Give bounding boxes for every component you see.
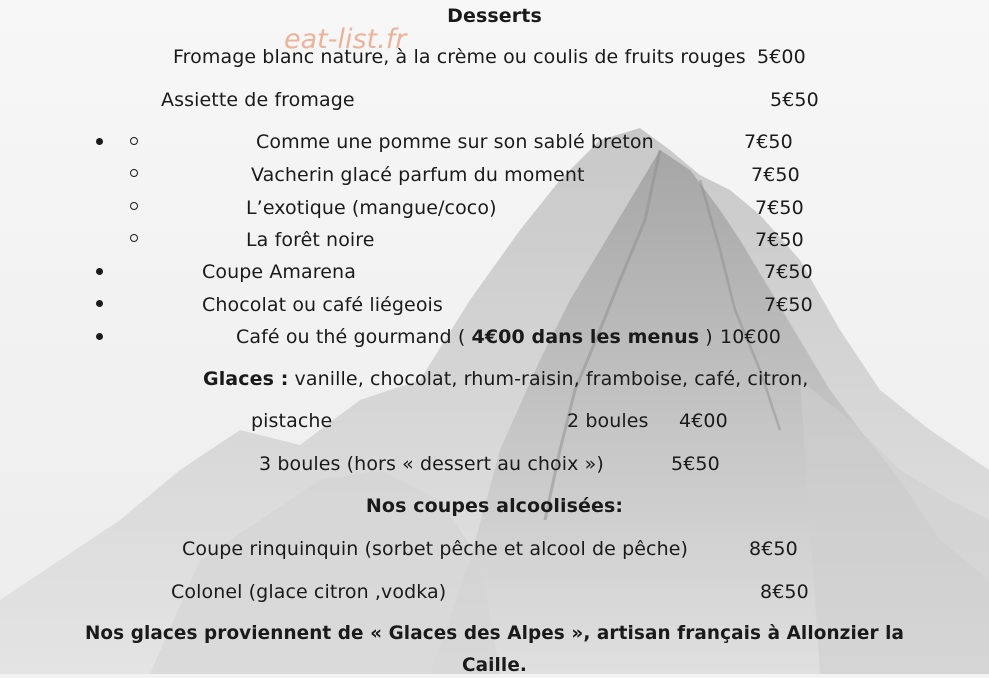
footer-line-1: Nos glaces proviennent de « Glaces des Alpes », artisan français à Allonzier la [84,623,905,644]
glaces-line-1 [203,367,808,391]
glaces-flavors-2: pistache [251,410,333,432]
glaces-label: Glaces : [203,368,289,390]
bullet-icon [96,300,103,307]
item-name-vacherin: Vacherin glacé parfum du moment [251,164,585,186]
item-price-exotique: 7€50 [755,197,804,219]
item-price-rinquinquin: 8€50 [749,538,798,560]
item-name-liegeois: Chocolat ou café liégeois [202,294,443,316]
item-price-gourmand: 10€00 [720,326,781,348]
glaces-three-scoops-label: 3 boules (hors « dessert au choix ») [259,453,604,475]
item-name-assiette: Assiette de fromage [161,89,355,111]
sub-bullet-icon [130,234,138,242]
item-price-assiette: 5€50 [770,89,819,111]
gourmand-close-paren: ) [705,326,713,348]
sub-bullet-icon [130,202,138,210]
item-name-fromage-blanc: Fromage blanc nature, à la crème ou coulis de fruits rouges [173,46,746,68]
item-price-colonel: 8€50 [760,581,809,603]
item-name-colonel: Colonel (glace citron ,vodka) [171,581,447,603]
glaces-three-scoops-price: 5€50 [671,453,720,475]
item-name-foret: La forêt noire [246,229,375,251]
bullet-icon [96,138,103,145]
bullet-icon [96,333,103,340]
item-name-exotique: L’exotique (mangue/coco) [246,197,497,219]
sub-bullet-icon [130,137,138,145]
gourmand-name-text: Café ou thé gourmand ( [236,326,466,348]
glaces-flavors-1: vanille, chocolat, rhum-raisin, framboise, café, citron, [294,368,809,390]
gourmand-menu-price: 4€00 dans les menus [471,326,700,348]
footer-line-2: Caille. [462,655,527,676]
item-price-pomme: 7€50 [744,131,793,153]
glaces-two-scoops-price: 4€00 [679,410,728,432]
item-price-vacherin: 7€50 [751,164,800,186]
item-price-liegeois: 7€50 [764,294,813,316]
item-price-amarena: 7€50 [764,261,813,283]
item-name-gourmand [236,325,713,349]
section-title-desserts: Desserts [447,5,542,27]
item-name-amarena: Coupe Amarena [202,261,356,283]
item-name-rinquinquin: Coupe rinquinquin (sorbet pêche et alcool de pêche) [182,538,689,560]
item-price-foret: 7€50 [755,229,804,251]
bullet-icon [96,268,103,275]
sub-bullet-icon [130,169,138,177]
section-title-coupes: Nos coupes alcoolisées: [365,495,624,517]
item-name-pomme: Comme une pomme sur son sablé breton [256,131,654,153]
glaces-two-scoops-label: 2 boules [567,410,649,432]
watermark-text: eat-list.fr [284,24,407,55]
item-price-fromage-blanc: 5€00 [757,46,806,68]
